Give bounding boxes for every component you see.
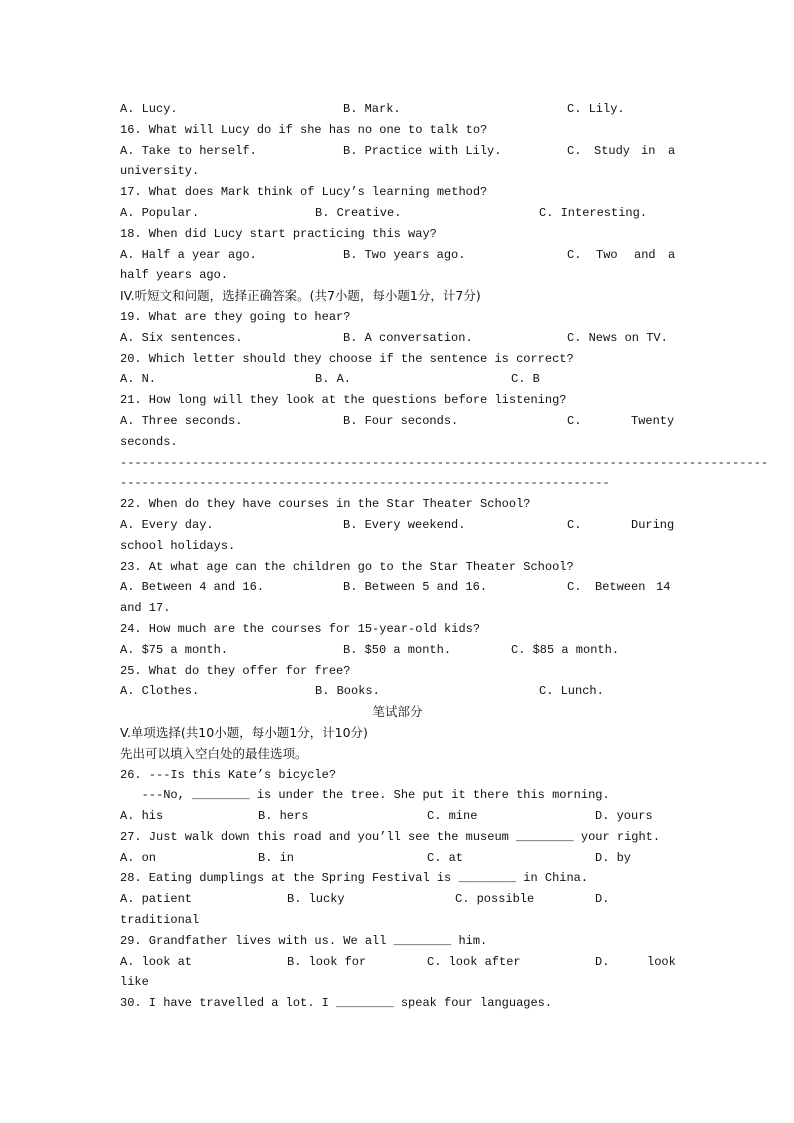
- q15-option-a: A. Lucy.: [120, 102, 178, 116]
- q22-question: 22. When do they have courses in the Star Theater School?: [120, 497, 531, 512]
- q16-options: [120, 141, 675, 162]
- q29-option-a: A. look at: [120, 954, 193, 969]
- q21-option-c-word1: Twenty: [631, 413, 675, 428]
- q18-continuation: half years ago.: [120, 268, 229, 283]
- q24-option-a: A. $75 a month.: [120, 642, 229, 657]
- exam-page: [120, 99, 769, 1014]
- q25-option-a: A. Clothes.: [120, 684, 200, 699]
- separator-line-2: --------------------------------------------------------------------: [120, 476, 610, 491]
- q26-reply-line: ---No, ________ is under the tree. She put it there this morning.: [120, 788, 610, 803]
- q25-question: 25. What do they offer for free?: [120, 663, 351, 678]
- q23-question: 23. At what age can the children go to the Star Theater School?: [120, 559, 574, 574]
- q16-option-c-word2: in: [641, 143, 656, 158]
- q21-option-b: B. Four seconds.: [343, 413, 459, 428]
- q18-option-c-word2: and: [634, 247, 656, 262]
- q16-option-a: A. Take to herself.: [120, 143, 257, 158]
- q16-option-c-word1: Study: [594, 143, 631, 158]
- q22-option-c-word1: During: [631, 517, 675, 532]
- section-iv-heading: IV.听短文和问题，选择正确答案。(共7小题，每小题1分，计7分): [120, 288, 481, 304]
- q19-options: [120, 328, 675, 349]
- q29-options: [120, 952, 675, 973]
- section-v-heading: V.单项选择(共10小题，每小题1分，计10分): [120, 724, 368, 740]
- q21-question: 21. How long will they look at the questions before listening?: [120, 393, 567, 408]
- q20-options: [120, 369, 675, 390]
- q21-option-a: A. Three seconds.: [120, 413, 243, 428]
- q24-question: 24. How much are the courses for 15-year-old kids?: [120, 621, 481, 636]
- q16-question: 16. What will Lucy do if she has no one to talk to?: [120, 122, 488, 137]
- q27-option-b: B. in: [258, 850, 295, 865]
- q28-options: [120, 889, 675, 910]
- q16-option-c-label: C.: [567, 143, 582, 158]
- q19-option-c: C. News on TV.: [567, 330, 668, 345]
- q27-option-c: C. at: [427, 850, 464, 865]
- q29-option-b: B. look for: [287, 954, 367, 969]
- q15-option-b: B. Mark.: [343, 102, 401, 116]
- q29-option-c: C. look after: [427, 954, 521, 969]
- q30-question: 30. I have travelled a lot. I ________ speak four languages.: [120, 996, 553, 1011]
- q18-option-c-word1: Two: [596, 247, 618, 262]
- separator-line-1: ------------------------------------------------------------------------------------------: [120, 455, 769, 470]
- q16-continuation: university.: [120, 164, 200, 179]
- q16-option-b: B. Practice with Lily.: [343, 143, 502, 158]
- q26-option-d: D. yours: [595, 809, 653, 824]
- q16-option-c-word3: a: [668, 143, 676, 158]
- q25-option-b: B. Books.: [315, 684, 380, 699]
- q23-option-c-word1: Between: [595, 580, 646, 595]
- q22-continuation: school holidays.: [120, 538, 236, 553]
- q18-option-a: A. Half a year ago.: [120, 247, 257, 262]
- q19-question: 19. What are they going to hear?: [120, 309, 351, 324]
- q24-option-b: B. $50 a month.: [343, 642, 452, 657]
- q23-option-c-word2: 14: [656, 580, 671, 595]
- q27-option-d: D. by: [595, 850, 632, 865]
- q25-option-c: C. Lunch.: [539, 684, 604, 699]
- q21-options: [120, 411, 675, 432]
- q17-options: [120, 203, 675, 224]
- q20-option-b: B. A.: [315, 372, 352, 387]
- q18-option-c-word3: a: [668, 247, 676, 262]
- q15-options: [120, 99, 675, 120]
- q20-option-a: A. N.: [120, 372, 157, 387]
- q28-option-d-label: D.: [595, 892, 610, 907]
- q23-option-b: B. Between 5 and 16.: [343, 580, 488, 595]
- q17-option-b: B. Creative.: [315, 205, 402, 220]
- q28-question: 28. Eating dumplings at the Spring Festival is ________ in China.: [120, 871, 589, 886]
- q25-options: [120, 681, 675, 702]
- written-part-heading: 笔试部分: [372, 704, 423, 720]
- q21-continuation: seconds.: [120, 434, 178, 449]
- q22-option-a: A. Every day.: [120, 517, 214, 532]
- q26-options: [120, 806, 675, 827]
- q29-option-d-word1: look: [647, 954, 676, 969]
- q23-option-a: A. Between 4 and 16.: [120, 580, 265, 595]
- section-v-instructions: 先出可以填入空白处的最佳选项。: [120, 745, 308, 761]
- q29-question: 29. Grandfather lives with us. We all ________ him.: [120, 933, 488, 948]
- q22-options: [120, 515, 675, 536]
- q21-option-c-label: C.: [567, 413, 582, 428]
- q18-question: 18. When did Lucy start practicing this way?: [120, 226, 437, 241]
- q26-option-c: C. mine: [427, 809, 478, 824]
- q24-options: [120, 640, 675, 661]
- q18-option-c-label: C.: [567, 247, 582, 262]
- q18-options: [120, 245, 675, 266]
- q19-option-a: A. Six sentences.: [120, 330, 243, 345]
- q20-question: 20. Which letter should they choose if the sentence is correct?: [120, 351, 574, 366]
- q27-question: 27. Just walk down this road and you’ll see the museum ________ your right.: [120, 829, 661, 844]
- q24-option-c: C. $85 a month.: [511, 642, 620, 657]
- q26-option-a: A. his: [120, 809, 164, 824]
- q18-option-b: B. Two years ago.: [343, 247, 466, 262]
- q17-option-a: A. Popular.: [120, 205, 200, 220]
- q28-option-b: B. lucky: [287, 892, 345, 907]
- q15-option-c: C. Lily.: [567, 102, 625, 116]
- q17-question: 17. What does Mark think of Lucy’s learning method?: [120, 185, 488, 200]
- q28-option-c: C. possible: [455, 892, 535, 907]
- q17-option-c: C. Interesting.: [539, 205, 648, 220]
- q23-option-c-label: C.: [567, 580, 582, 595]
- q20-option-c: C. B: [511, 372, 540, 387]
- q28-continuation: traditional: [120, 913, 200, 928]
- q29-option-d-label: D.: [595, 954, 610, 969]
- q22-option-c-label: C.: [567, 517, 582, 532]
- q28-option-a: A. patient: [120, 892, 193, 907]
- q29-continuation: like: [120, 975, 149, 990]
- q23-continuation: and 17.: [120, 601, 171, 616]
- q27-option-a: A. on: [120, 850, 157, 865]
- q23-options: [120, 577, 675, 598]
- q22-option-b: B. Every weekend.: [343, 517, 466, 532]
- q26-question: 26. ---Is this Kate’s bicycle?: [120, 767, 337, 782]
- q26-option-b: B. hers: [258, 809, 309, 824]
- q27-options: [120, 848, 675, 869]
- q19-option-b: B. A conversation.: [343, 330, 473, 345]
